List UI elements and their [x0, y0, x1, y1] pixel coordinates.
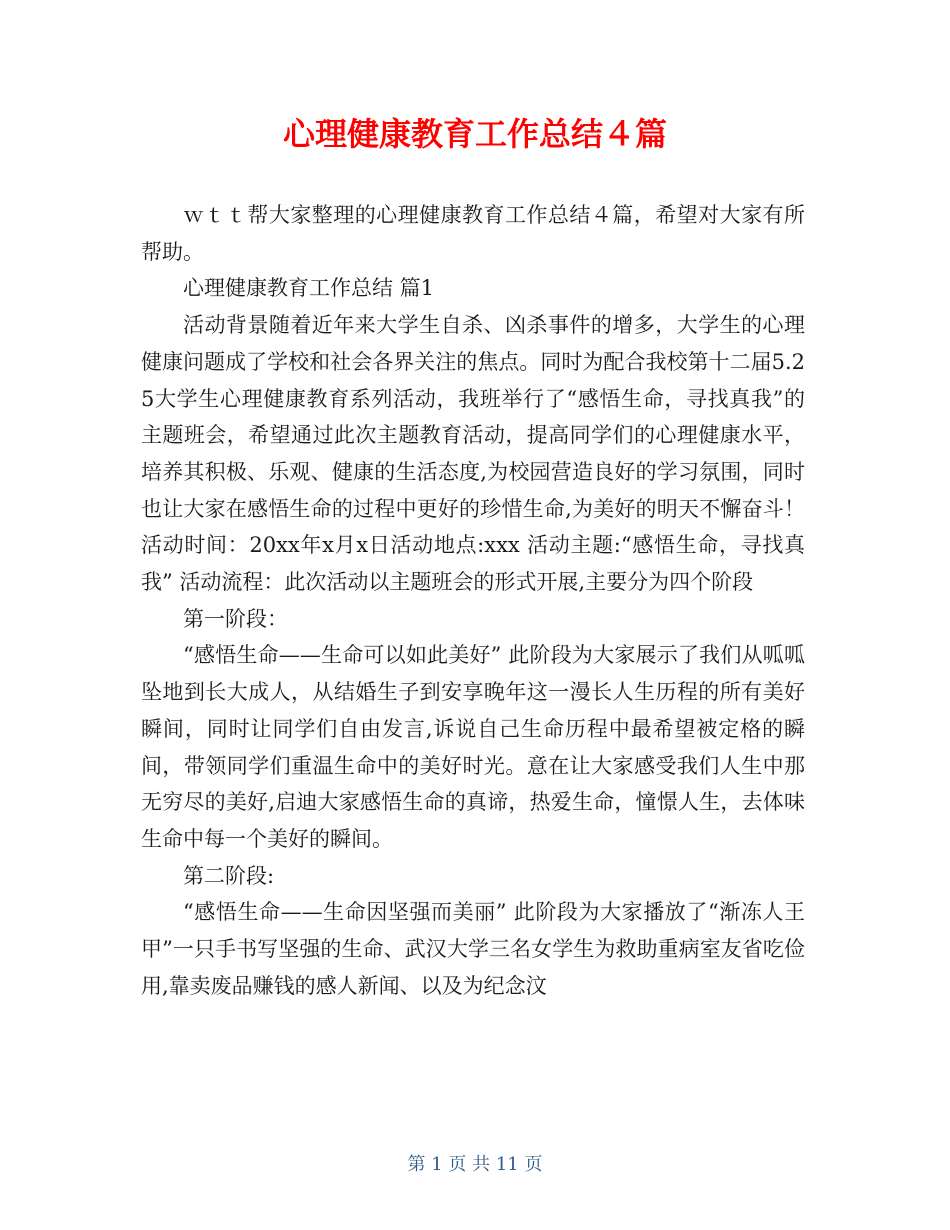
page-number-footer: 第 1 页 共 11 页: [407, 1154, 543, 1175]
stage-heading: 第二阶段:: [183, 863, 275, 888]
body-paragraph: 活动背景随着近年来大学生自杀、凶杀事件的增多，大学生的心理健康问题成了学校和社会各界关注的焦点。同时为配合我校第十二届5.25大学生心理健康教育系列活动，我班举行了“感悟生命，寻找真我”的主题班会，希望通过此次主题教育活动，提高同学们的心理健康水平，培养其积极、乐观、健康的生活态度,为校园营造良好的学习氛围，同时也让大家在感悟生命的过程中更好的珍惜生命,为美好的明天不懈奋斗！活动时间：20xx年x月x日活动地点:xxx 活动主题:“感悟生命，寻找真我” 活动流程：此次活动以主题班会的形式开展,主要分为四个阶段: [141, 313, 805, 595]
section-heading: 心理健康教育工作总结 篇1: [183, 276, 435, 301]
body-paragraph: “感悟生命——生命可以如此美好” 此阶段为大家展示了我们从呱呱坠地到长大成人，从结婚生子到安享晚年这一漫长人生历程的所有美好瞬间，同时让同学们自由发言,诉说自己生命历程中最希望被定格的瞬间，带领同学们重温生命中的美好时光。意在让大家感受我们人生中那无穷尽的美好,启迪大家感悟生命的真谛，热爱生命，憧憬人生，去体味生命中每一个美好的瞬间。: [141, 643, 805, 851]
intro-paragraph: ｗｔｔ帮大家整理的心理健康教育工作总结４篇，希望对大家有所帮助。: [141, 203, 805, 264]
document-body: [141, 197, 805, 1004]
body-paragraph: “感悟生命——生命因坚强而美丽” 此阶段为大家播放了“渐冻人王甲”一只手书写坚强的生命、武汉大学三名女学生为救助重病室友省吃俭用,靠卖废品赚钱的感人新闻、以及为纪念汶: [141, 900, 805, 998]
document-title: 心理健康教育工作总结４篇: [282, 115, 667, 153]
stage-heading: 第一阶段：: [183, 606, 288, 631]
